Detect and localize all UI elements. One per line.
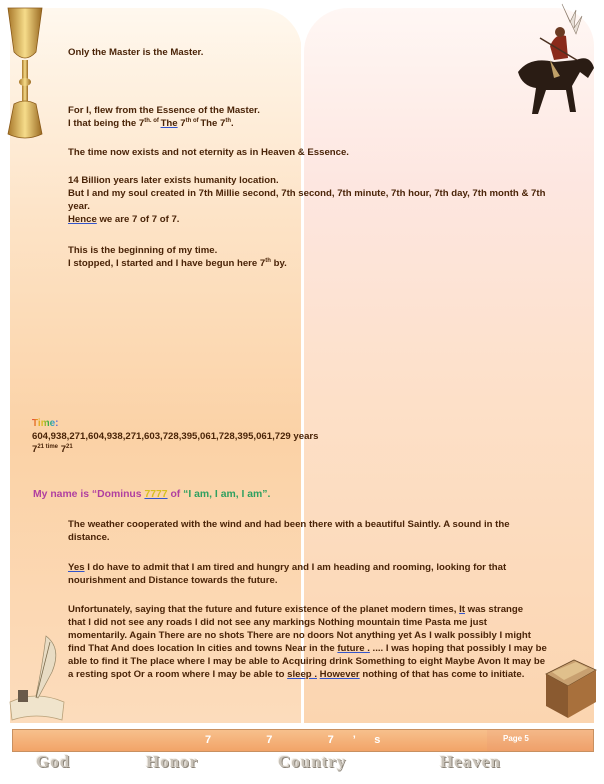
line-time-exists: The time now exists and not eternity as in Heaven & Essence. [68,147,349,158]
future-line-4: find That And does location In cities and towns Near in the future . .... I was hoping that possibly I may be [68,643,547,654]
page-number: Page 5 [503,734,529,743]
time-number: 604,938,271,604,938,271,603,728,395,061,728,395,061,729 years [32,431,319,442]
chalice-icon [2,2,48,148]
future-line-1: Unfortunately, saying that the future and future existence of the planet modern times, It was strange [68,604,524,615]
book-stack-icon [540,652,600,726]
motto-heaven: Heaven [440,752,501,771]
line-seventh: I that being the $7^{th. of}$ The $7^{th of}$ The 7th. [68,118,234,129]
footer-bar [12,729,594,752]
weather-paragraph [68,518,510,544]
future-paragraph [68,603,547,681]
motto-country: Country [278,752,347,771]
time-exists-block [68,146,349,159]
essence-block [68,104,260,130]
line-stopped: I stopped, I started and I have begun here 7th by. [68,258,287,269]
tired-line-2: nourishment and Distance towards the future. [68,575,278,586]
time-label: Time: [32,418,59,429]
motto-honor: Honor [146,752,199,771]
tired-paragraph [68,561,506,587]
future-line-5: able to find it The place where I may be able to Acquiring drink Something to eight Maybe Avon It may be [68,656,546,667]
footer-sevens: 7 7 7 ’ s [205,734,382,746]
weather-line-1: The weather cooperated with the wind and had been there with a beautiful Saintly. A sound in the [68,519,510,530]
line-billion: 14 Billion years later exists humanity location. [68,175,279,186]
beginning-block [68,244,287,270]
line-hence: Hence we are 7 of 7 of 7. [68,214,180,225]
billion-years-block [68,174,545,226]
page-number-box [487,730,593,751]
weather-line-2: distance. [68,532,110,543]
horse-rider-icon [510,2,600,132]
line-beginning: This is the beginning of my time. [68,245,218,256]
line-created: But I and my soul created in 7th Millie second, 7th second, 7th minute, 7th hour, 7th day, 7th month & 7th [68,188,546,199]
motto-god: God [36,752,71,771]
line-master: Only the Master is the Master. [68,47,204,58]
name-line: My name is “Dominus 7777 of “I am, I am, I am”. [33,489,271,500]
intro-text-block [68,46,203,59]
tired-line-1: Yes I do have to admit that I am tired and hungry and I am heading and rooming, looking for that [68,562,507,573]
time-block [32,417,319,456]
future-line-6: a resting spot Or a room where I may be able to sleep . However nothing of that has come to initiate. [68,669,525,680]
future-line-3: momentarily. Again There are no shots There are no doors Not anything yet As I walk possibly I might [68,630,531,641]
line-flew: For I, flew from the Essence of the Master. [68,105,260,116]
quill-scroll-icon [6,632,68,724]
line-year: year. [68,201,90,212]
time-exponent: $7^{21 time}$ $7^{21}$ [32,444,73,455]
future-line-2: that I did not see any roads I did not see any markings Nothing mountain time Pasta me just [68,617,488,628]
